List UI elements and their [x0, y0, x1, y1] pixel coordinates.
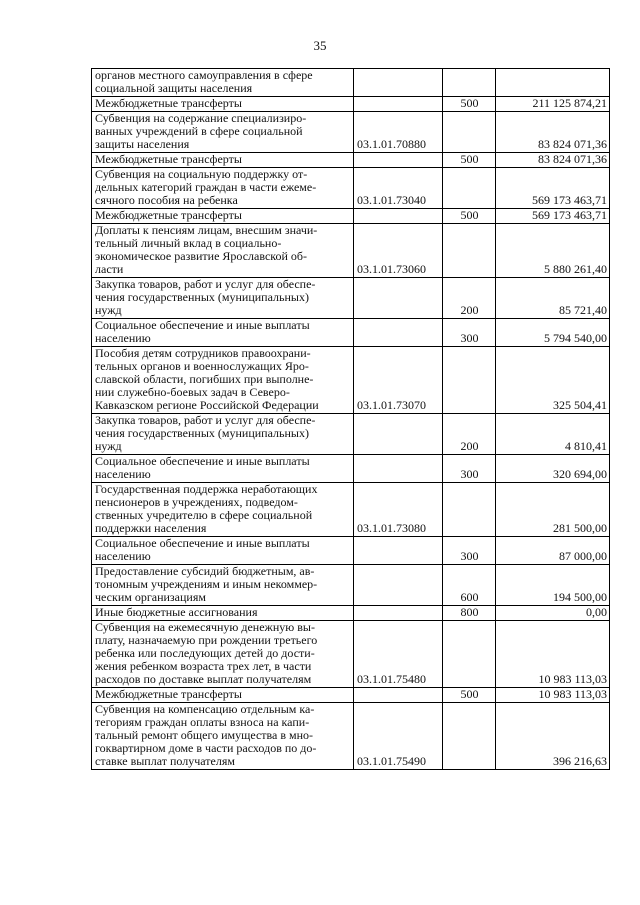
- target-code-cell: 03.1.01.75480: [354, 621, 443, 688]
- expense-type-cell: 300: [443, 455, 496, 483]
- amount-cell: 0,00: [496, 606, 610, 621]
- expense-name-line: Субвенция на ежемесячную денежную вы-: [95, 620, 315, 634]
- amount-cell: 87 000,00: [496, 537, 610, 565]
- expense-name-line: тельных органов и военнослужащих Яро-: [95, 359, 309, 373]
- expense-name-line: тельный личный вклад в социально-: [95, 236, 282, 250]
- expense-name-line: нужд: [95, 439, 122, 453]
- expense-name-cell: [92, 224, 354, 278]
- target-code-cell: [354, 319, 443, 347]
- amount-cell: 83 824 071,36: [496, 112, 610, 153]
- amount-cell: 83 824 071,36: [496, 153, 610, 168]
- expense-name-line: ласти: [95, 262, 124, 276]
- expense-name-line: Субвенция на социальную поддержку от-: [95, 167, 308, 181]
- table-row: [92, 97, 610, 112]
- target-code-cell: [354, 537, 443, 565]
- table-row: [92, 224, 610, 278]
- expense-type-cell: 500: [443, 688, 496, 703]
- expense-type-cell: 200: [443, 278, 496, 319]
- expense-name-line: плату, назначаемую при рождении третьего: [95, 633, 318, 647]
- expense-name-line: Социальное обеспечение и иные выплаты: [95, 318, 310, 332]
- expense-name-cell: [92, 278, 354, 319]
- target-code-cell: [354, 455, 443, 483]
- table-row: [92, 606, 610, 621]
- expense-name-line: ческим организациям: [95, 590, 206, 604]
- expense-type-cell: 500: [443, 97, 496, 112]
- target-code-cell: 03.1.01.73060: [354, 224, 443, 278]
- table-row: [92, 347, 610, 414]
- table-row: [92, 278, 610, 319]
- expense-name-line: Кавказском регионе Российской Федерации: [95, 398, 319, 412]
- expense-name-line: Социальное обеспечение и иные выплаты: [95, 536, 310, 550]
- table-row: [92, 483, 610, 537]
- expense-type-cell: [443, 483, 496, 537]
- expense-name-line: ственных учредителю в сфере социальной: [95, 508, 313, 522]
- expense-type-cell: 300: [443, 319, 496, 347]
- table-row: [92, 703, 610, 770]
- expense-type-cell: [443, 347, 496, 414]
- amount-cell: 320 694,00: [496, 455, 610, 483]
- amount-cell: 5 794 540,00: [496, 319, 610, 347]
- expense-name-line: органов местного самоуправления в сфере: [95, 68, 313, 82]
- table-row: [92, 621, 610, 688]
- target-code-cell: [354, 565, 443, 606]
- amount-cell: 5 880 261,40: [496, 224, 610, 278]
- expense-type-cell: [443, 703, 496, 770]
- expense-name-line: Иные бюджетные ассигнования: [95, 605, 258, 619]
- expense-name-cell: [92, 621, 354, 688]
- expense-name-line: тономным учреждениям и иным некоммер-: [95, 577, 318, 591]
- expense-type-cell: 300: [443, 537, 496, 565]
- target-code-cell: 03.1.01.73070: [354, 347, 443, 414]
- table-row: [92, 112, 610, 153]
- expense-name-cell: [92, 688, 354, 703]
- expense-name-cell: [92, 703, 354, 770]
- amount-cell: 10 983 113,03: [496, 688, 610, 703]
- expense-name-line: нии служебно-боевых задач в Северо-: [95, 385, 290, 399]
- expense-name-line: чения государственных (муниципальных): [95, 426, 309, 440]
- expense-name-line: нужд: [95, 303, 122, 317]
- expense-name-line: чения государственных (муниципальных): [95, 290, 309, 304]
- expense-name-cell: [92, 112, 354, 153]
- table-row: [92, 153, 610, 168]
- expense-name-line: ванных учреждений в сфере социальной: [95, 124, 303, 138]
- expense-name-line: ребенка или последующих детей до дости-: [95, 646, 315, 660]
- expense-name-line: экономическое развитие Ярославской об-: [95, 249, 308, 263]
- target-code-cell: 03.1.01.73040: [354, 168, 443, 209]
- expense-name-line: поддержки населения: [95, 521, 207, 535]
- page-number: 35: [313, 38, 327, 53]
- table-row: [92, 319, 610, 347]
- expense-name-line: жения ребенком возраста трех лет, в части: [95, 659, 312, 673]
- expense-name-cell: [92, 537, 354, 565]
- amount-cell: [496, 69, 610, 97]
- amount-cell: 194 500,00: [496, 565, 610, 606]
- expense-name-line: населению: [95, 467, 151, 481]
- expense-name-cell: [92, 319, 354, 347]
- target-code-cell: [354, 688, 443, 703]
- expense-name-cell: [92, 483, 354, 537]
- amount-cell: 4 810,41: [496, 414, 610, 455]
- expense-name-cell: [92, 69, 354, 97]
- expense-name-line: населению: [95, 331, 151, 345]
- expense-type-cell: [443, 69, 496, 97]
- expense-name-line: Доплаты к пенсиям лицам, внесшим значи-: [95, 223, 318, 237]
- expense-name-line: ставке выплат получателям: [95, 754, 235, 768]
- expense-name-cell: [92, 606, 354, 621]
- target-code-cell: 03.1.01.70880: [354, 112, 443, 153]
- expense-name-line: сячного пособия на ребенка: [95, 193, 238, 207]
- expense-name-line: Закупка товаров, работ и услуг для обеспе-: [95, 413, 316, 427]
- expense-name-line: населению: [95, 549, 151, 563]
- expense-name-line: Социальное обеспечение и иные выплаты: [95, 454, 310, 468]
- expense-type-cell: [443, 224, 496, 278]
- expense-type-cell: [443, 112, 496, 153]
- expense-name-line: Закупка товаров, работ и услуг для обеспе-: [95, 277, 316, 291]
- amount-cell: 85 721,40: [496, 278, 610, 319]
- amount-cell: 569 173 463,71: [496, 168, 610, 209]
- table-row: [92, 537, 610, 565]
- expense-name-line: дельных категорий граждан в части ежеме-: [95, 180, 317, 194]
- budget-table-body: [92, 69, 610, 770]
- expense-name-cell: [92, 565, 354, 606]
- expense-type-cell: 200: [443, 414, 496, 455]
- table-row: [92, 688, 610, 703]
- target-code-cell: [354, 153, 443, 168]
- expense-name-line: защиты населения: [95, 137, 190, 151]
- target-code-cell: [354, 414, 443, 455]
- target-code-cell: 03.1.01.75490: [354, 703, 443, 770]
- target-code-cell: [354, 278, 443, 319]
- expense-name-line: тегориям граждан оплаты взноса на капи-: [95, 715, 310, 729]
- expense-type-cell: 500: [443, 209, 496, 224]
- table-row: [92, 209, 610, 224]
- expense-name-line: расходов по доставке выплат получателям: [95, 672, 312, 686]
- target-code-cell: [354, 209, 443, 224]
- table-row: [92, 455, 610, 483]
- expense-name-cell: [92, 414, 354, 455]
- target-code-cell: [354, 97, 443, 112]
- expense-name-line: Межбюджетные трансферты: [95, 208, 242, 222]
- expense-type-cell: [443, 168, 496, 209]
- expense-name-line: Государственная поддержка неработающих: [95, 482, 318, 496]
- expense-name-line: социальной защиты населения: [95, 81, 253, 95]
- expense-name-line: Межбюджетные трансферты: [95, 687, 242, 701]
- expense-name-cell: [92, 347, 354, 414]
- expense-name-line: пенсионеров в учреждениях, подведом-: [95, 495, 298, 509]
- budget-table: [91, 68, 610, 770]
- table-row: [92, 565, 610, 606]
- expense-name-line: Межбюджетные трансферты: [95, 96, 242, 110]
- expense-name-cell: [92, 168, 354, 209]
- expense-type-cell: 500: [443, 153, 496, 168]
- expense-type-cell: 600: [443, 565, 496, 606]
- amount-cell: 396 216,63: [496, 703, 610, 770]
- expense-name-line: Пособия детям сотрудников правоохрани-: [95, 346, 311, 360]
- target-code-cell: 03.1.01.73080: [354, 483, 443, 537]
- amount-cell: 10 983 113,03: [496, 621, 610, 688]
- amount-cell: 281 500,00: [496, 483, 610, 537]
- table-row: [92, 168, 610, 209]
- expense-name-cell: [92, 209, 354, 224]
- expense-type-cell: [443, 621, 496, 688]
- target-code-cell: [354, 606, 443, 621]
- expense-type-cell: 800: [443, 606, 496, 621]
- expense-name-line: Субвенция на содержание специализиро-: [95, 111, 307, 125]
- expense-name-line: гоквартирном доме в части расходов по до-: [95, 741, 317, 755]
- expense-name-line: Предоставление субсидий бюджетным, ав-: [95, 564, 315, 578]
- table-row: [92, 69, 610, 97]
- expense-name-line: Межбюджетные трансферты: [95, 152, 242, 166]
- expense-name-line: тальный ремонт общего имущества в мно-: [95, 728, 314, 742]
- target-code-cell: [354, 69, 443, 97]
- amount-cell: 325 504,41: [496, 347, 610, 414]
- amount-cell: 211 125 874,21: [496, 97, 610, 112]
- expense-name-cell: [92, 455, 354, 483]
- expense-name-line: славской области, погибших при выполне-: [95, 372, 314, 386]
- expense-name-cell: [92, 153, 354, 168]
- amount-cell: 569 173 463,71: [496, 209, 610, 224]
- table-row: [92, 414, 610, 455]
- expense-name-cell: [92, 97, 354, 112]
- expense-name-line: Субвенция на компенсацию отдельным ка-: [95, 702, 315, 716]
